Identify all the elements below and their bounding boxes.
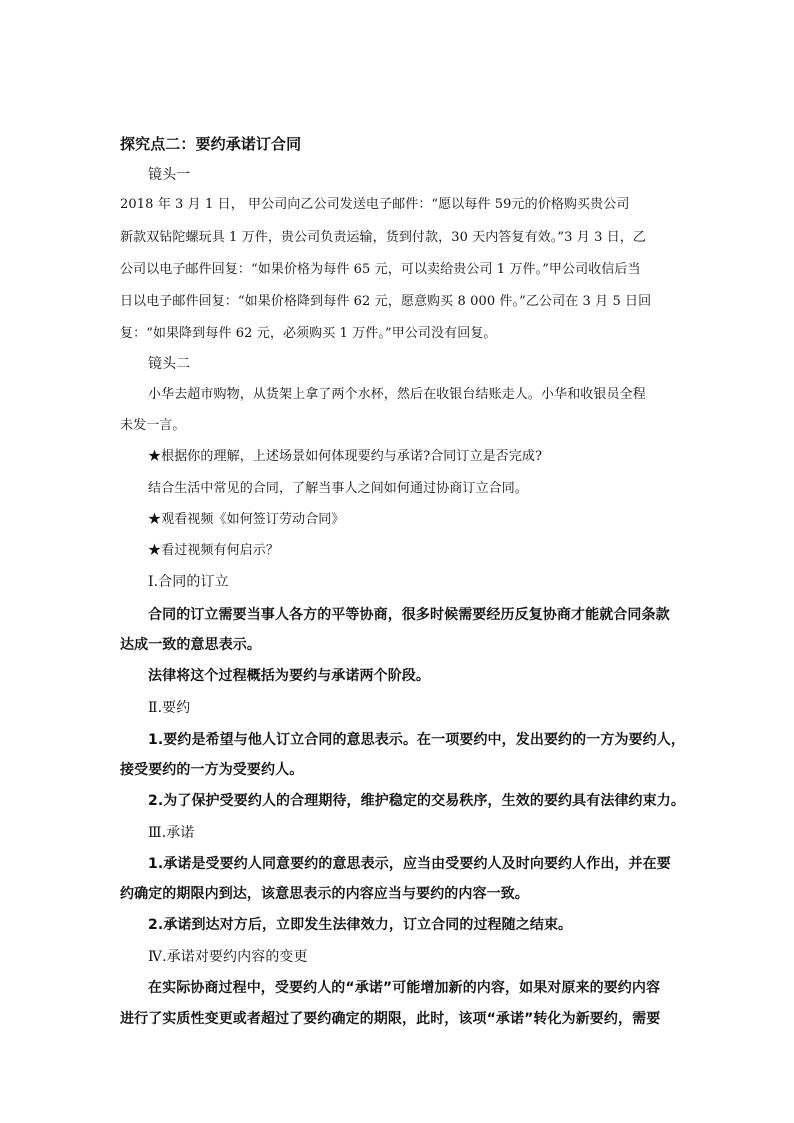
video-text: ★观看视频《如何签订劳动合同》 [148, 512, 345, 527]
section3-title: Ⅲ.承诺 [148, 825, 195, 841]
section4-line-2: 进行了实质性变更或者超过了要约确定的期限，此时，该项“承诺”转化为新要约，需要 [120, 1011, 661, 1027]
section3-item1-line-1: 1.承诺是受要约人同意要约的意思表示，应当由受要约人及时向要约人作出，并在要 [148, 856, 671, 872]
section1-line-2: 达成一致的意思表示。 [120, 637, 261, 653]
scene1-line-2: 新款双钻陀螺玩具 1 万件，贵公司负责运输，货到付款，30 天内答复有效。”3 月 3 日，乙 [120, 230, 646, 245]
section1-title: Ⅰ.合同的订立 [148, 574, 229, 590]
scene1-line-4: 日以电子邮件回复：“如果价格降到每件 62 元，愿意购买 8 000 件。”乙公司在 3 月 5 日回 [120, 294, 652, 309]
question-2: ★看过视频有何启示？ [148, 543, 280, 558]
question-1: ★根据你的理解，上述场景如何体现要约与承诺?合同订立是否完成? [148, 449, 543, 464]
section2-item2: 2.为了保护受要约人的合理期待，维护稳定的交易秩序，生效的要约具有法律约束力。 [148, 793, 685, 809]
section1-summary: 法律将这个过程概括为要约与承诺两个阶段。 [148, 668, 430, 684]
scene1-line-3: 公司以电子邮件回复：“如果价格为每件 65 元，可以卖给贵公司 1 万件。”甲公司收信后当 [120, 262, 641, 277]
scene1-line-1: 2018 年 3 月 1 日， 甲公司向乙公司发送电子邮件：“愿以每件 59元的价格购买贵公司 [120, 197, 630, 212]
section3-item1-line-2: 约确定的期限内到达，该意思表示的内容应当与要约的内容一致。 [120, 886, 529, 902]
scene2-line-2: 未发一言。 [120, 418, 186, 433]
section4-line-1: 在实际协商过程中，受要约人的“承诺”可能增加新的内容，如果对原来的要约内容 [148, 980, 661, 996]
page-heading: 探究点二：要约承诺订合同 [120, 135, 302, 153]
section2-item1-line-2: 接受要约的一方为受要约人。 [120, 762, 304, 778]
section2-item1-line-1: 1.要约是希望与他人订立合同的意思表示。在一项要约中，发出要约的一方为要约人， [148, 732, 685, 748]
section3-item2: 2.承诺到达对方后，立即发生法律效力，订立合同的过程随之结束。 [148, 917, 573, 933]
scene2-line-1: 小华去超市购物，从货架上拿了两个水杯，然后在收银台结账走人。小华和收银员全程 [148, 387, 646, 402]
intro-text: 结合生活中常见的合同，了解当事人之间如何通过协商订立合同。 [148, 481, 528, 496]
scene1-label: 镜头一 [148, 167, 191, 183]
section2-title: Ⅱ.要约 [148, 700, 191, 716]
section4-title: Ⅳ.承诺对要约内容的变更 [148, 949, 308, 965]
scene2-label: 镜头二 [148, 356, 191, 372]
scene1-line-5: 复：“如果降到每件 62 元，必须购买 1 万件。”甲公司没有回复。 [120, 326, 497, 341]
section1-line-1: 合同的订立需要当事人各方的平等协商，很多时候需要经历反复协商才能就合同条款 [148, 607, 670, 623]
